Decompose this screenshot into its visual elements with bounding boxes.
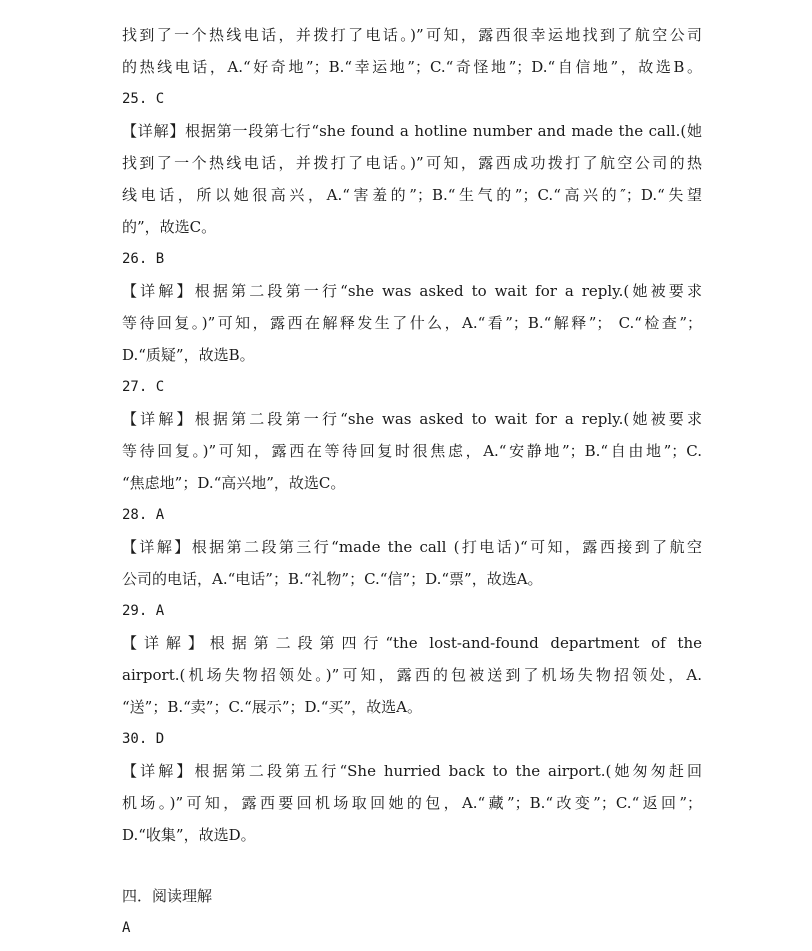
text-line: 公司的电话，A.“电话”；B.“礼物”；C.“信”；D.“票”，故选A。: [122, 570, 543, 588]
explanation-line: 【详解】根据第二段第四行“the lost-and-found department of the: [122, 634, 702, 652]
text-line: “焦虑地”；D.“高兴地”，故选C。: [122, 474, 346, 492]
section-subheading: A: [122, 920, 131, 936]
text-line: D.“质疑”，故选B。: [122, 346, 255, 364]
explanation-line: 【详解】根据第二段第一行“she was asked to wait for a reply.(她被要求: [122, 410, 702, 428]
text-line: 的”，故选C。: [122, 218, 217, 236]
section-heading: 四．阅读理解: [122, 887, 213, 905]
text-line: 等待回复。)”可知，露西在解释发生了什么，A.“看”；B.“解释”； C.“检查”；: [122, 314, 702, 332]
text-line: 的热线电话，A.“好奇地”；B.“幸运地”；C.“奇怪地”；D.“自信地”，故选B。: [122, 58, 702, 76]
explanation-line: 【详解】根据第二段第三行“made the call (打电话)“可知，露西接到了航空: [122, 538, 702, 556]
explanation-line: 【详解】根据第一段第七行“she found a hotline number and made the call.(她: [122, 122, 702, 140]
text-line: 等待回复。)”可知，露西在等待回复时很焦虑，A.“安静地”；B.“自由地”；C.: [122, 442, 702, 460]
text-line: airport.(机场失物招领处。)”可知，露西的包被送到了机场失物招领处，A.: [122, 666, 702, 684]
text-line: 找到了一个热线电话，并拨打了电话。)”可知，露西成功拨打了航空公司的热: [122, 154, 702, 172]
answer-label: 29. A: [122, 603, 165, 619]
explanation-line: 【详解】根据第二段第一行“she was asked to wait for a reply.(她被要求: [122, 282, 702, 300]
answer-label: 30. D: [122, 731, 165, 747]
text-line: D.“收集”，故选D。: [122, 826, 256, 844]
answer-label: 28. A: [122, 507, 165, 523]
text-line: 找到了一个热线电话，并拨打了电话。)”可知，露西很幸运地找到了航空公司: [122, 26, 702, 44]
text-line: 机场。)”可知，露西要回机场取回她的包，A.“藏”；B.“改变”；C.“返回”；: [122, 794, 702, 812]
explanation-line: 【详解】根据第二段第五行“She hurried back to the airport.(她匆匆赶回: [122, 762, 702, 780]
text-line: “送”；B.“卖”；C.“展示”；D.“买”，故选A。: [122, 698, 422, 716]
text-line: 线电话，所以她很高兴，A.“害羞的”；B.“生气的”；C.“高兴的″；D.“失望: [122, 186, 702, 204]
answer-label: 25. C: [122, 91, 165, 107]
answer-label: 27. C: [122, 379, 165, 395]
answer-label: 26. B: [122, 251, 165, 267]
